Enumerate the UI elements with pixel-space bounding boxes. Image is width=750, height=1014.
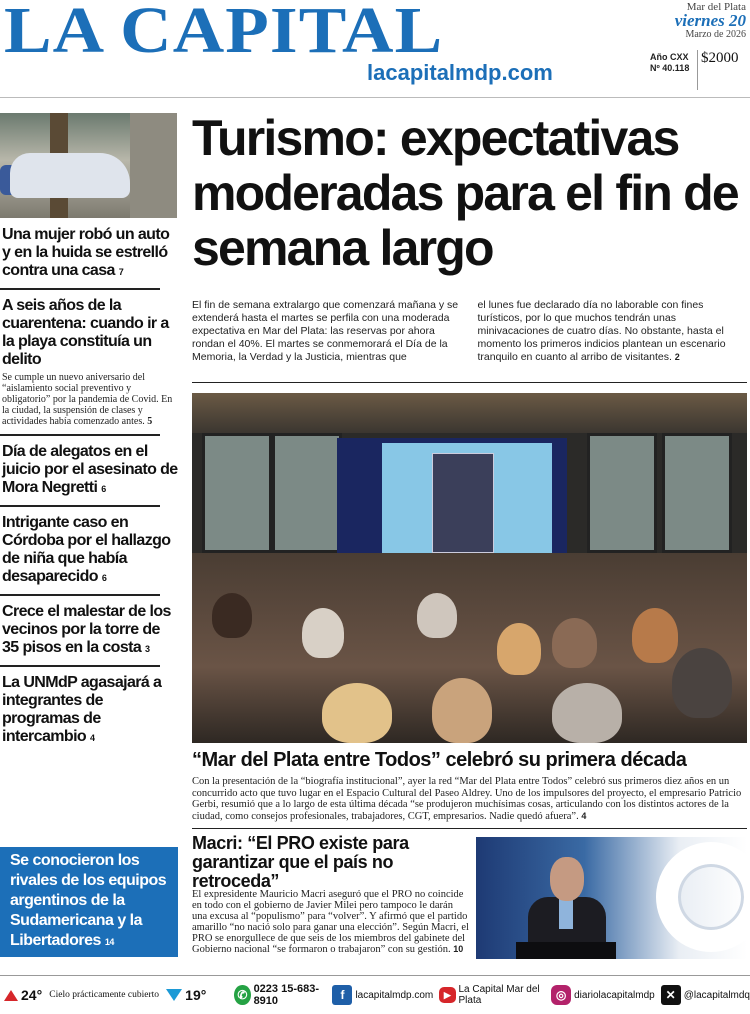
footer-bar	[0, 975, 750, 1014]
sports-box[interactable]	[0, 847, 178, 957]
edition-info	[650, 52, 689, 74]
temp-max: 24°	[21, 987, 43, 1003]
youtube-link[interactable]	[439, 984, 545, 1006]
left-column	[0, 113, 180, 747]
left-story-headline[interactable]: Día de alegatos en el juicio por el asesinato de Mora Negretti 6	[2, 443, 178, 496]
divider	[192, 382, 747, 383]
instagram-handle[interactable]: diariolacapitalmdp	[574, 989, 655, 1001]
newspaper-logo[interactable]: LA CAPITAL	[4, 0, 444, 67]
social-links	[234, 983, 750, 1007]
year-label: Año CXX	[650, 52, 689, 62]
left-story-headline[interactable]: Crece el malestar de los vecinos por la torre de 35 pisos en la costa 3	[2, 603, 171, 656]
date-month: Marzo de 2026	[685, 29, 746, 40]
left-story-headline[interactable]: La UNMdP agasajará a integrantes de programas de intercambio 4	[2, 674, 162, 745]
photo-person	[302, 608, 344, 658]
photo-book-cover	[432, 453, 494, 553]
youtube-handle[interactable]: La Capital Mar del Plata	[458, 984, 540, 1006]
photo-person	[632, 608, 678, 663]
x-link[interactable]	[661, 985, 750, 1005]
photo-ring-logo	[656, 842, 747, 952]
left-story[interactable]	[0, 443, 180, 498]
page-ref: 7	[118, 267, 124, 277]
photo-person	[212, 593, 252, 638]
divider	[0, 594, 160, 596]
crashed-car-photo[interactable]	[0, 113, 177, 218]
photo-window	[202, 433, 272, 553]
left-story-summary: Se cumple un nuevo aniversario del “aislamiento social preventivo y obligatorio” por la pandemia de Covid. En la ciudad, la suspensión de clases y actividades había comenzado antes. 5	[2, 372, 173, 427]
page-ref: 6	[101, 484, 106, 494]
divider	[0, 434, 160, 436]
photo-wall	[130, 113, 177, 218]
left-story[interactable]	[0, 603, 180, 658]
site-url[interactable]: lacapitalmdp.com	[367, 60, 553, 85]
page-ref: 2	[674, 352, 680, 362]
divider	[192, 828, 747, 829]
youtube-icon: ▶	[439, 987, 455, 1003]
main-lede	[192, 299, 747, 364]
photo-person	[552, 683, 622, 743]
photo-person	[432, 678, 492, 743]
date-day: viernes 20	[674, 11, 746, 30]
photo-speaker-head	[550, 857, 584, 901]
temp-up-icon	[4, 990, 18, 1001]
page-ref: 4	[89, 733, 95, 743]
page-ref: 10	[453, 944, 464, 954]
instagram-icon: ◎	[551, 985, 571, 1005]
left-story[interactable]	[0, 297, 180, 427]
temp-min: 19°	[185, 987, 207, 1003]
lede-column-2: el lunes fue declarado día no laborable con fines turísticos, por lo que muchos tendrán unas minivacaciones de cuatro días. No obstante, hasta el momento los primeros indicios plantean un escenario tranquilo en cuanto al arribo de visitantes. 2	[477, 299, 726, 363]
macri-text: El expresidente Mauricio Macri aseguró que el PRO no coincide en todo con el gobierno de Javier Milei pero tampoco le darán una excusa al “populismo” para “volver”. Y afirmó que el partido amarillo “no nació solo para ganar una elección”. Según Macri, el PRO se enorgullece de que seis de los miembros del gabinete del Gobierno nacional “se formaron o trabajaron” con su gestión. 10	[192, 889, 469, 955]
photo-person	[672, 648, 732, 718]
divider	[0, 505, 160, 507]
photo-person	[322, 683, 392, 743]
price: $2000	[697, 50, 739, 90]
page-ref: 3	[145, 644, 150, 654]
macri-headline[interactable]: Macri: “El PRO existe para garantizar que el país no retroceda”	[192, 833, 409, 891]
left-story-headline[interactable]: A seis años de la cuarentena: cuando ir a la playa constituía un delito	[2, 297, 169, 368]
photo-window	[272, 433, 342, 553]
photo-person	[417, 593, 457, 638]
divider	[0, 288, 160, 290]
facebook-link[interactable]	[332, 985, 433, 1005]
whatsapp-icon: ✆	[234, 985, 250, 1005]
x-icon: ✕	[661, 985, 681, 1005]
x-handle[interactable]: @lacapitalmdq	[683, 989, 750, 1001]
page-ref: 14	[104, 937, 114, 947]
photo-person	[552, 618, 597, 668]
weather-description: Cielo prácticamente cubierto	[49, 990, 160, 1000]
photo-lectern	[516, 942, 616, 959]
date-city: Mar del Plata	[686, 1, 746, 13]
event-photo[interactable]	[192, 393, 747, 743]
facebook-icon: f	[332, 985, 352, 1005]
whatsapp-link[interactable]	[234, 983, 326, 1007]
issue-number: Nº 40.118	[650, 63, 690, 73]
whatsapp-number[interactable]: 0223 15-683-8910	[253, 983, 320, 1007]
page-ref: 4	[581, 810, 587, 821]
divider	[0, 665, 160, 667]
temp-down-icon	[166, 989, 182, 1001]
left-story-headline[interactable]: Intrigante caso en Córdoba por el hallazgo de niña que había desaparecido 6	[2, 514, 171, 585]
macri-photo[interactable]	[476, 837, 747, 959]
photo-window	[662, 433, 732, 553]
left-story-headline[interactable]: Una mujer robó un auto y en la huida se estrelló contra una casa 7	[2, 226, 170, 279]
left-story[interactable]	[0, 226, 180, 281]
page-ref: 6	[101, 573, 107, 583]
date-box	[675, 1, 746, 40]
page-ref: 5	[147, 416, 153, 427]
instagram-link[interactable]	[551, 985, 655, 1005]
photo-story-headline[interactable]: “Mar del Plata entre Todos” celebró su primera década	[192, 749, 687, 771]
weather	[0, 987, 206, 1003]
photo-person	[497, 623, 541, 675]
left-story[interactable]	[0, 514, 180, 587]
photo-white-car	[10, 153, 130, 198]
lede-column-1: El fin de semana extralargo que comenzará mañana y se extenderá hasta el martes se perfila con una moderada expectativa en Mar del Plata: las reservas por ahora rondan el 40%. El martes se conmemorará el Día de la Memoria, la Verdad y la Justicia, mientras que	[192, 299, 459, 363]
photo-speaker-shirt	[559, 899, 573, 929]
sports-headline[interactable]: Se conocieron los rivales de los equipos argentinos de la Sudamericana y la Libertadores	[10, 852, 167, 949]
photo-story-text: Con la presentación de la “biografía institucional”, ayer la red “Mar del Plata entre Todos” celebró sus primeros diez años en un concurrido acto que tuvo lugar en el Espacio Cultural del Paseo Aldrey. Uno de los impulsores del proyecto, el empresario Patricio Gerbi, resumió que a lo largo de esta última década “se produjeron muchísimas cosas, articulando con los distintos actores de la ciudad, como consejos profesionales, trabajadores, CGT, empresarios. Nadie quedó afuera”. 4	[192, 776, 742, 822]
facebook-handle[interactable]: lacapitalmdp.com	[355, 989, 434, 1001]
left-story[interactable]	[0, 674, 180, 747]
main-headline[interactable]: Turismo: expectativas moderadas para el fin de semana largo	[192, 110, 738, 276]
photo-ceiling	[192, 393, 747, 433]
masthead	[0, 0, 750, 98]
photo-window	[587, 433, 657, 553]
